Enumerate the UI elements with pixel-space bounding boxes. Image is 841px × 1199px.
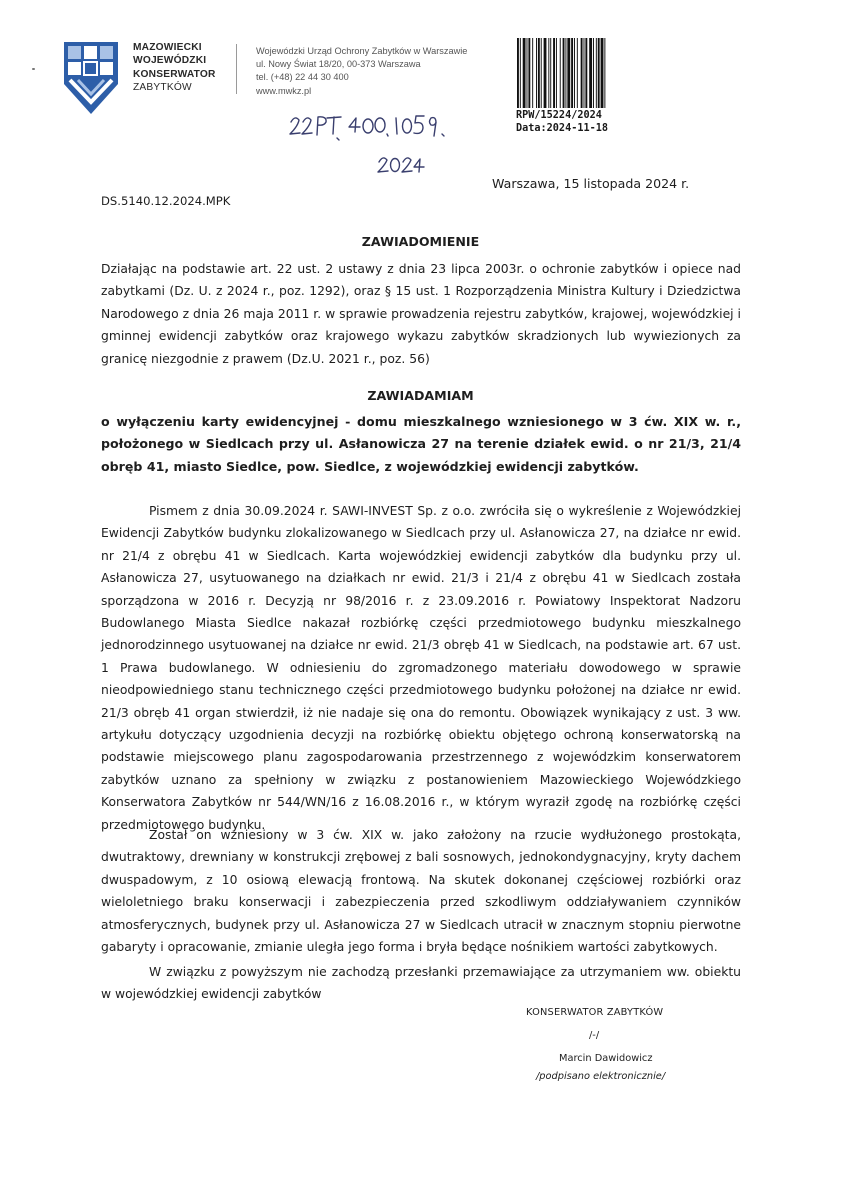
signatory-name: Marcin Dawidowicz bbox=[559, 1053, 653, 1064]
decision-heading: ZAWIADAMIAM bbox=[367, 388, 474, 403]
description-paragraph: Został on wzniesiony w 3 ćw. XIX w. jako założony na rzucie wydłużonego prostokąta, dwutraktowy, drewniany w konstrukcji zrębowej z bali sosnowych, jednokondygnacyjny, kryty dachem dwuspadowym, z 10 osiową elewacją frontową. Na skutek dokonanej częściowej rozbiórki oraz wieloletniego braku konserwacji i zabezpieczenia przed szkodliwym oddziaływaniem czynników atmosferycznych, budynek przy ul. Asłanowicza 27 w Siedlcach utracił w znacznym stopniu pierwotne gabaryty i opracowanie, zmianie uległa jego forma i bryła będące nośnikiem wartości zabytkowych. bbox=[101, 828, 741, 955]
header-divider bbox=[236, 44, 237, 94]
case-reference: DS.5140.12.2024.MPK bbox=[101, 194, 231, 208]
signature-mark: /-/ bbox=[589, 1030, 600, 1041]
office-name: Wojewódzki Urząd Ochrony Zabytków w Warszawie bbox=[256, 46, 468, 56]
registration-date: Data:2024-11-18 bbox=[516, 122, 609, 134]
org-name-line: WOJEWÓDZKI bbox=[133, 55, 207, 67]
legal-basis-paragraph: Działając na podstawie art. 22 ust. 2 ustawy z dnia 23 lipca 2003r. o ochronie zabytków i opiece nad zabytkami (Dz. U. z 2024 r., poz. 1292), oraz § 15 ust. 1 Rozporządzenia Ministra Kultury i Dziedzictwa Narodowego z dnia 26 maja 2011 r. w sprawie prowadzenia rejestru zabytków, krajowej, wojewódzkiej i gminnej ewidencji zabytków oraz krajowego wykazu zabytków skradzionych lub wywiezionych za granicę niezgodnie z prawem (Dz.U. 2021 r., poz. 56) bbox=[101, 262, 741, 366]
conclusion-paragraph: W związku z powyższym nie zachodzą przesłanki przemawiające za utrzymaniem ww. obiektu w wojewódzkiej ewidencji zabytków bbox=[101, 965, 741, 1002]
barcode-icon bbox=[515, 38, 629, 108]
organization-name bbox=[133, 41, 233, 95]
org-name-line: ZABYTKÓW bbox=[133, 82, 192, 94]
rpw-number: RPW/15224/2024 bbox=[516, 110, 602, 121]
org-name-line: KONSERWATOR bbox=[133, 68, 216, 80]
justification-paragraph: Pismem z dnia 30.09.2024 r. SAWI-INVEST Sp. z o.o. zwróciła się o wykreślenie z Wojewódzkiej Ewidencji Zabytków budynku zlokalizowanego w Siedlcach przy ul. Asłanowicza 27, na działce nr ewid. nr 21/4 z obrębu 41 w Siedlcach. Karta wojewódzkiej ewidencji zabytków dla budynku przy ul. Asłanowicza 27, usytuowanego na działkach nr ewid. 21/3 i 21/4 z obrębu 41 w Siedlcach została sporządzona w 2016 r. Decyzją nr 98/2016 r. z 23.09.2016 r. Powiatowy Inspektorat Nadzoru Budowlanego Miasta Siedlce nakazał rozbiórkę części przedmiotowego budynku mieszkalnego jednorodzinnego usytuowanej na działce nr ewid. 21/3 obręb 41 w Siedlcach, na podstawie art. 67 ust. 1 Prawa budowlanego. W odniesieniu do zgromadzonego materiału dowodowego w sprawie nieodpowiedniego stanu technicznego części przedmiotowego budynku położonej na działce nr ewid. 21/3 obręb 41 organ stwierdził, iż nie nadaje się ona do remontu. Obowiązek wynikający z ust. 3 ww. artykułu dotyczący uzgodnienia decyzji na rozbiórkę obiektu objętego ochroną konserwatorską na podstawie miejscowego planu zagospodarowania przestrzennego z wojewódzkim konserwatorem zabytków uznano za spełniony w związku z postanowieniem Mazowieckiego Wojewódzkiego Konserwatora Zabytków nr 544/WN/16 z 16.08.2016 r., w którym wyraził zgodę na rozbiórkę części przedmiotowego budynku. bbox=[101, 504, 741, 832]
decision-paragraph: o wyłączeniu karty ewidencyjnej - domu mieszkalnego wzniesionego w 3 ćw. XIX w. r., położonego w Siedlcach przy ul. Asłanowicza 27 na terenie działek ewid. o nr 21/3, 21/4 obręb 41, miasto Siedlce, pow. Siedlce, z wojewódzkiej ewidencji zabytków. bbox=[101, 414, 741, 474]
handwritten-case-number-icon bbox=[285, 110, 485, 190]
office-website: www.mwkz.pl bbox=[256, 85, 312, 96]
mwkz-logo-icon bbox=[62, 40, 120, 116]
office-phone: tel. (+48) 22 44 30 400 bbox=[256, 72, 349, 83]
registration-stamp bbox=[516, 110, 608, 135]
org-name-line: MAZOWIECKI bbox=[133, 42, 202, 53]
place-and-date: Warszawa, 15 listopada 2024 r. bbox=[492, 176, 690, 191]
document-title: ZAWIADOMIENIE bbox=[361, 234, 480, 249]
office-address: ul. Nowy Świat 18/20, 00-373 Warszawa bbox=[256, 59, 421, 70]
office-contact bbox=[256, 45, 516, 98]
scan-speck bbox=[32, 68, 35, 70]
electronic-signature-note: /podpisano elektronicznie/ bbox=[536, 1071, 666, 1082]
signatory-title: KONSERWATOR ZABYTKÓW bbox=[526, 1007, 664, 1018]
